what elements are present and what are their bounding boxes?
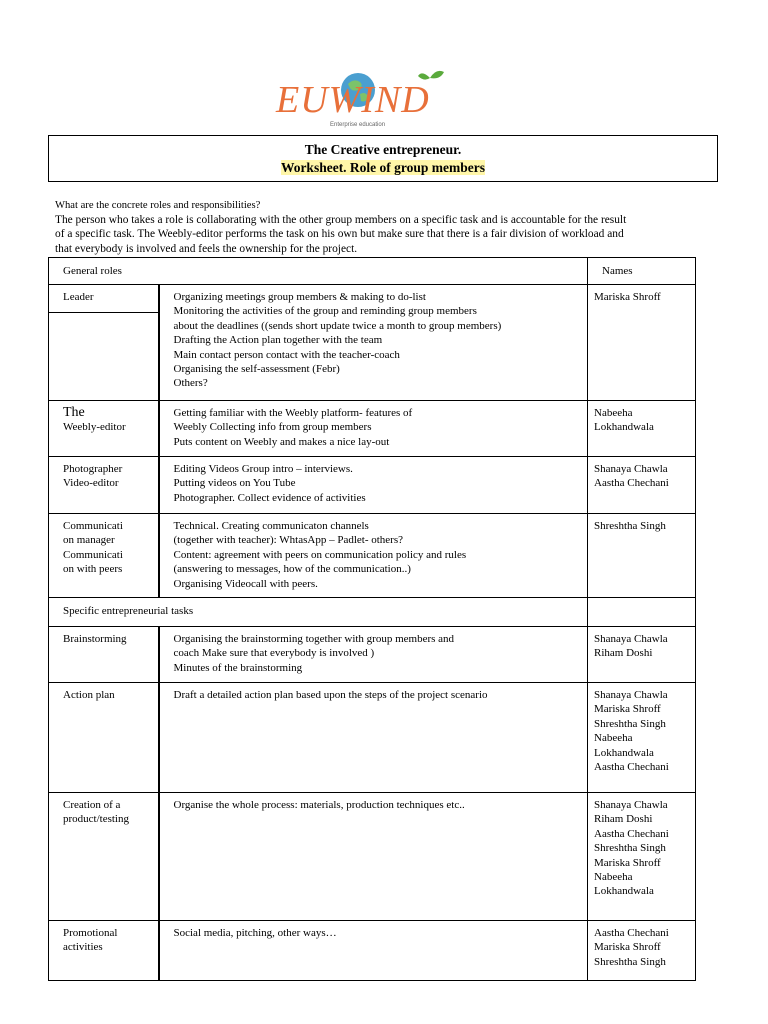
table-row: [49, 457, 696, 514]
role-cell: [49, 457, 159, 514]
table-row: [49, 285, 696, 313]
name: Aastha Chechani: [594, 827, 669, 840]
logo-text: EUWIND: [276, 79, 430, 121]
logo-tagline: Enterprise education: [330, 122, 386, 128]
name: Nabeeha: [594, 871, 633, 884]
name: Shanaya Chawla: [594, 633, 668, 645]
role-cell: Brainstorming: [49, 627, 159, 683]
role-line: Photographer: [63, 463, 123, 475]
tasks-cell: [159, 627, 588, 683]
task-line: Monitoring the activities of the group and reminding group members: [173, 305, 477, 318]
table-row: [49, 514, 696, 598]
role-cell: [49, 921, 159, 981]
task-line: Organizing meetings group members & making to do-list: [173, 291, 426, 303]
task-line: Weebly Collecting info from group members: [173, 421, 372, 434]
task-line: about the deadlines ((sends short update twice a month to group members): [173, 319, 502, 332]
task-line: Social media, pitching, other ways…: [173, 927, 337, 939]
role-cell: [49, 793, 159, 921]
names-cell: [588, 627, 696, 683]
task-line: coach Make sure that everybody is involved ): [173, 647, 375, 660]
task-line: Main contact person contact with the teacher-coach: [173, 348, 400, 361]
name: Shreshtha Singh: [594, 717, 666, 730]
name: Shreshtha Singh: [594, 842, 666, 855]
tasks-cell: [159, 514, 588, 598]
name: Mariska Shroff: [594, 703, 661, 716]
name: Shanaya Chawla: [594, 799, 668, 811]
role-line: activities: [63, 941, 103, 954]
task-line: Putting videos on You Tube: [173, 477, 296, 490]
names-cell: [588, 401, 696, 457]
task-line: (together with teacher): WhtasApp – Padlet- others?: [173, 534, 403, 547]
names-cell: [588, 793, 696, 921]
task-line: (answering to messages, how of the communication..): [173, 563, 411, 576]
name: Aastha Chechani: [594, 761, 669, 774]
task-line: Organising the brainstorming together with group members and: [173, 633, 455, 645]
name: Nabeeha: [594, 732, 633, 745]
tasks-cell: [159, 683, 588, 793]
role-cell: [49, 401, 159, 457]
task-line: Photographer. Collect evidence of activities: [173, 491, 366, 504]
intro-line: that everybody is involved and feels the ownership for the project.: [55, 242, 358, 255]
title-box: [48, 135, 718, 182]
task-line: Drafting the Action plan together with the team: [173, 334, 383, 347]
intro-line: of a specific task. The Weebly-editor performs the task on his own but make sure that there is a fair division of workload and: [55, 228, 624, 241]
euwind-logo-graphic: [270, 68, 460, 132]
roles-table: [48, 257, 696, 981]
task-line: Editing Videos Group intro – interviews.: [173, 463, 353, 475]
role-line: Creation of a: [63, 799, 121, 811]
task-line: Getting familiar with the Weebly platform- features of: [173, 407, 413, 419]
role-line: on manager: [63, 534, 115, 547]
table-row: [49, 401, 696, 457]
role-cell: Leader: [49, 285, 159, 313]
role-line: on with peers: [63, 563, 123, 576]
name: Lokhandwala: [594, 885, 654, 898]
general-roles-header: General roles: [49, 258, 588, 285]
table-header-row: [49, 258, 696, 285]
name: Mariska Shroff: [594, 941, 661, 954]
names-cell: [588, 921, 696, 981]
tasks-cell: [159, 401, 588, 457]
name: Shanaya Chawla: [594, 689, 668, 701]
role-line: product/testing: [63, 813, 129, 826]
role-line: Video-editor: [63, 477, 119, 490]
task-line: Organising Videocall with peers.: [173, 577, 318, 590]
role-line: The: [63, 405, 85, 420]
intro-text: [55, 199, 715, 256]
task-line: Content: agreement with peers on communication policy and rules: [173, 548, 467, 561]
role-cell: [49, 514, 159, 598]
names-cell: [588, 514, 696, 598]
role-cell: Action plan: [49, 683, 159, 793]
table-row: [49, 627, 696, 683]
names-cell: [588, 285, 696, 401]
name: Nabeeha: [594, 407, 633, 419]
task-line: Draft a detailed action plan based upon the steps of the project scenario: [173, 689, 488, 701]
role-line: Communicati: [63, 548, 123, 561]
name: Aastha Chechani: [594, 477, 669, 490]
table-row: [49, 793, 696, 921]
name: Lokhandwala: [594, 421, 654, 434]
table-row: [49, 921, 696, 981]
name: Aastha Chechani: [594, 927, 669, 939]
names-cell: [588, 683, 696, 793]
tasks-cell: [159, 793, 588, 921]
task-line: Others?: [173, 377, 208, 390]
tasks-cell: [159, 457, 588, 514]
name: Shanaya Chawla: [594, 463, 668, 475]
names-cell-empty: [588, 598, 696, 627]
name: Shreshtha Singh: [594, 955, 666, 968]
names-header: Names: [588, 258, 696, 285]
euwind-logo: [270, 68, 460, 132]
task-line: Organise the whole process: materials, production techniques etc..: [173, 799, 465, 811]
name: Mariska Shroff: [594, 291, 661, 303]
tasks-cell: [159, 921, 588, 981]
task-line: Technical. Creating communicaton channels: [173, 520, 369, 532]
name: Shreshtha Singh: [594, 520, 666, 532]
intro-line: The person who takes a role is collaborating with the other group members on a specific task and is accountable for the result: [55, 214, 627, 227]
role-line: Weebly-editor: [63, 421, 126, 434]
table-section-row: [49, 598, 696, 627]
specific-tasks-header: Specific entrepreneurial tasks: [49, 598, 588, 627]
table-row: [49, 683, 696, 793]
intro-question: What are the concrete roles and responsibilities?: [55, 200, 261, 211]
name: Mariska Shroff: [594, 856, 661, 869]
names-cell: [588, 457, 696, 514]
role-cell-empty: [49, 313, 159, 401]
name: Riham Doshi: [594, 813, 653, 826]
title-line-1: The Creative entrepreneur.: [304, 142, 462, 157]
task-line: Minutes of the brainstorming: [173, 661, 303, 674]
task-line: Organising the self-assessment (Febr): [173, 363, 340, 376]
name: Lokhandwala: [594, 746, 654, 759]
role-line: Communicati: [63, 520, 123, 532]
task-line: Puts content on Weebly and makes a nice lay-out: [173, 435, 390, 448]
role-line: Promotional: [63, 927, 118, 939]
name: Riham Doshi: [594, 647, 653, 660]
tasks-cell: [159, 285, 588, 401]
leaf-icon: [430, 71, 444, 79]
title-line-2: Worksheet. Role of group members: [280, 160, 486, 175]
